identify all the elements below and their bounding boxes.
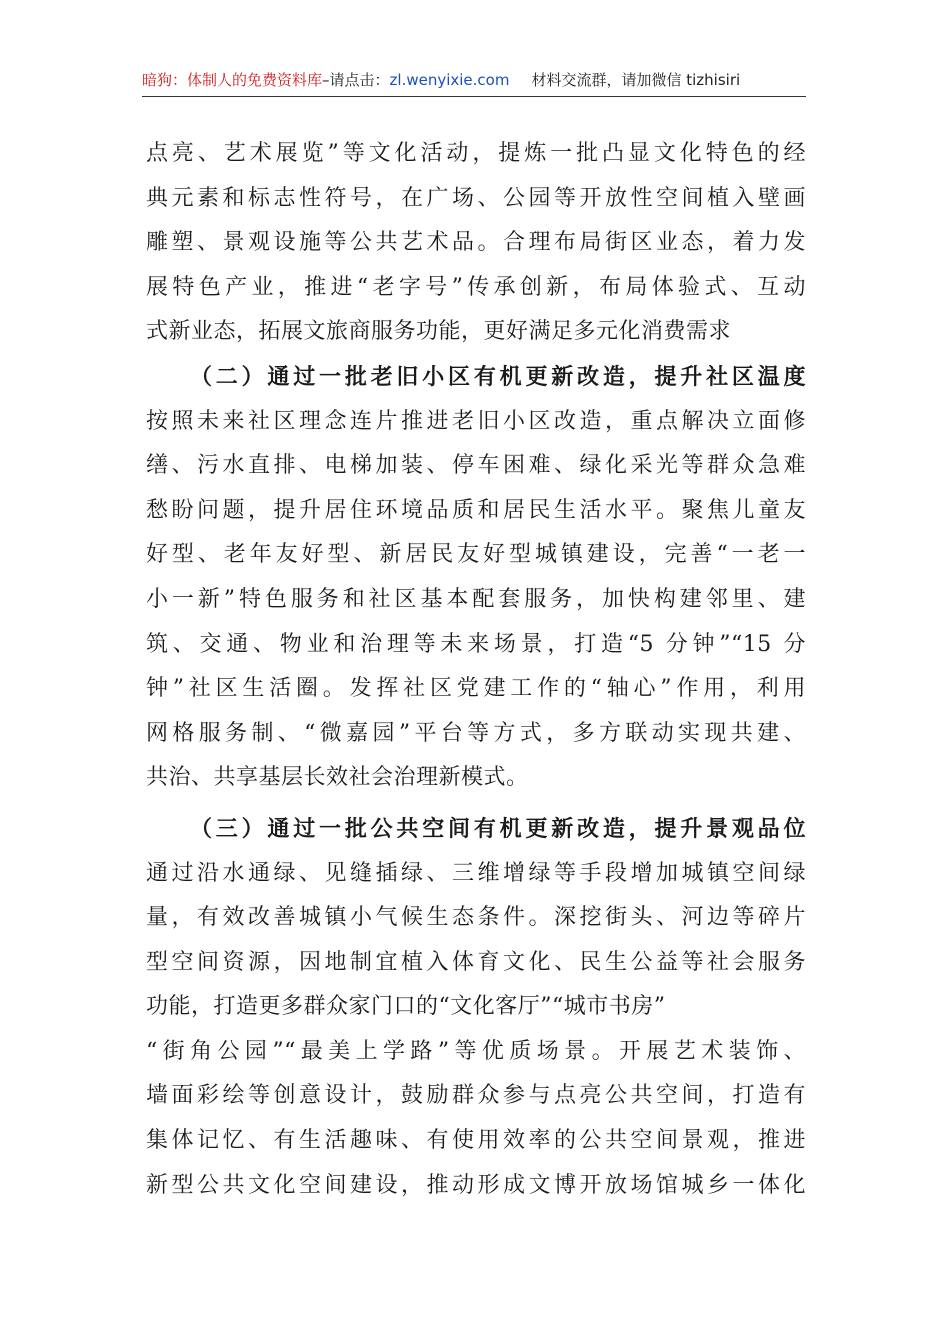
paragraph-line: 典元素和标志性符号，在广场、公园等开放性空间植入壁画 bbox=[146, 185, 806, 211]
header-group-info: 材料交流群，请加微信 tizhisiri bbox=[531, 71, 741, 89]
paragraph-line: 通过沿水通绿、见缝插绿、三维增绿等手段增加城镇空间绿 bbox=[146, 860, 806, 886]
paragraph-line: 式新业态，拓展文旅商服务功能，更好满足多元化消费需求 bbox=[146, 319, 732, 345]
paragraph-line: 功能，打造更多群众家门口的“文化客厅”“城市书房” bbox=[146, 994, 666, 1020]
paragraph-line: 钟”社区生活圈。发挥社区党建工作的“轴心”作用，利用 bbox=[146, 676, 806, 702]
paragraph-line: “街角公园”“最美上学路”等优质场景。开展艺术装饰、 bbox=[146, 1038, 806, 1064]
paragraph-line: 雕塑、景观设施等公共艺术品。合理布局街区业态，着力发 bbox=[146, 230, 806, 256]
paragraph-line: 集体记忆、有生活趣味、有使用效率的公共空间景观，推进 bbox=[146, 1128, 806, 1154]
paragraph-line: 点亮、艺术展览”等文化活动，提炼一批凸显文化特色的经 bbox=[146, 141, 806, 166]
section-heading-2: （二）通过一批老旧小区有机更新改造，提升社区温度 bbox=[190, 363, 806, 390]
paragraph-line: 墙面彩绘等创意设计，鼓励群众参与点亮公共空间，打造有 bbox=[146, 1083, 806, 1109]
paragraph-line: 展特色产业，推进“老字号”传承创新，布局体验式、互动 bbox=[146, 274, 806, 300]
paragraph-line: 小一新”特色服务和社区基本配套服务，加快构建邻里、建 bbox=[146, 586, 806, 612]
paragraph-line: 网格服务制、“微嘉园”平台等方式，多方联动实现共建、 bbox=[146, 720, 806, 746]
paragraph-line: 筑、交通、物业和治理等未来场景，打造“5 分钟”“15 分 bbox=[146, 631, 806, 657]
header-url-link[interactable]: zl.wenyixie.com bbox=[389, 71, 510, 89]
paragraph-line: 缮、污水直排、电梯加装、停车困难、绿化采光等群众急难 bbox=[146, 453, 806, 479]
header-prompt: –请点击： bbox=[322, 71, 390, 89]
paragraph-line: 新型公共文化空间建设，推动形成文博开放场馆城乡一体化 bbox=[146, 1172, 806, 1198]
page-header bbox=[142, 68, 806, 97]
paragraph-line: 愁盼问题，提升居住环境品质和居民生活水平。聚焦儿童友 bbox=[146, 497, 806, 523]
header-brand: 暗狗：体制人的免费资料库 bbox=[142, 71, 323, 89]
paragraph-line: 量，有效改善城镇小气候生态条件。深挖街头、河边等碎片 bbox=[146, 905, 806, 931]
document-body bbox=[146, 132, 806, 1208]
paragraph-line: 按照未来社区理念连片推进老旧小区改造，重点解决立面修 bbox=[146, 408, 806, 434]
section-heading-3: （三）通过一批公共空间有机更新改造，提升景观品位 bbox=[190, 815, 806, 842]
paragraph-line: 型空间资源，因地制宜植入体育文化、民生公益等社会服务 bbox=[146, 949, 806, 975]
paragraph-line: 共治、共享基层长效社会治理新模式。 bbox=[146, 765, 529, 791]
paragraph-line: 好型、老年友好型、新居民友好型城镇建设，完善“一老一 bbox=[146, 542, 806, 568]
